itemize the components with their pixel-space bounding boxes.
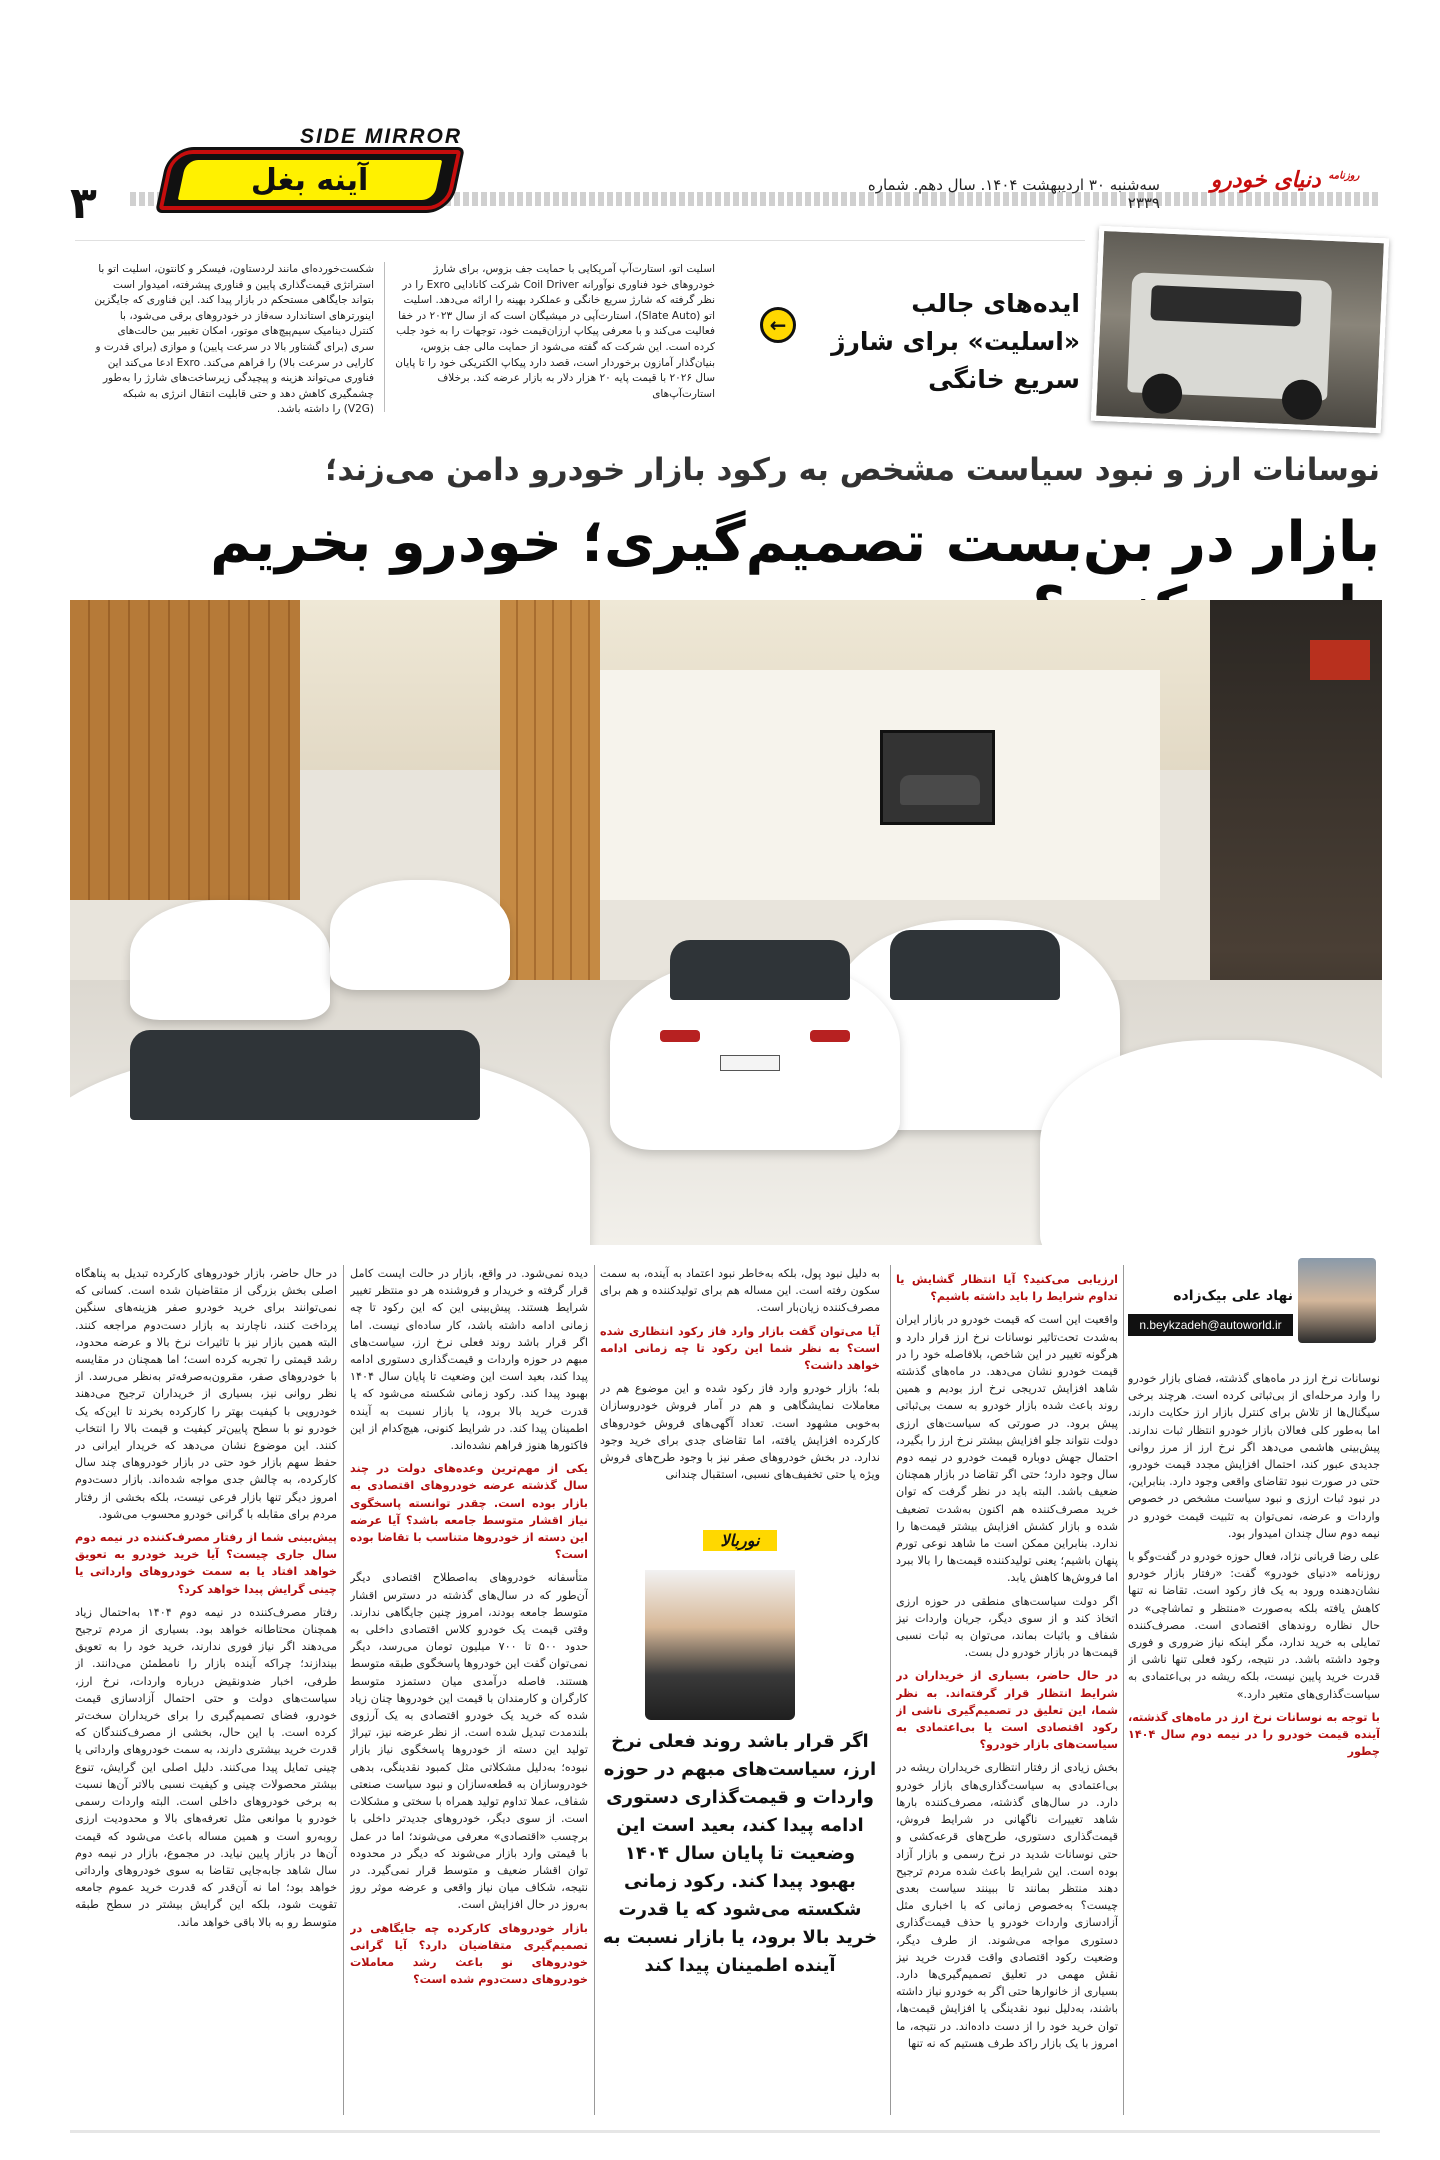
shop-sign bbox=[1310, 640, 1370, 680]
pull-quote: اگر قرار باشد روند فعلی نرخ ارز، سیاست‌های مبهم در حوزه واردات و قیمت‌گذاری دستوری ادامه پیدا کند، بعید است این وضعیت تا پایان سال ۱۴۰۴ بهبود پیدا کند. رکود زمانی شکسته می‌شود که یا قدرت خرید بالا برود، یا بازار نسبت به آینده اطمینان پیدا کند bbox=[602, 1731, 878, 1976]
wood-column bbox=[500, 600, 600, 1000]
wheel-icon bbox=[1141, 373, 1183, 415]
tail-light bbox=[660, 1030, 700, 1042]
page-number: ۳ bbox=[70, 178, 97, 229]
paragraph: بخش زیادی از رفتار انتظاری خریداران ریشه در بی‌اعتمادی به سیاست‌گذاری‌های بازار خودرو دارد. در سال‌های گذشته، مصرف‌کننده بارها شاهد تغییرات ناگهانی در شرایط فروش، قیمت‌گذاری دستوری، طرح‌های قرعه‌کشی و حتی نوسانات شدید در نرخ رسمی و بازار آزاد بوده است. این شرایط باعث شده مردم ترجیح دهند منتظر بمانند تا ببینند سیاست بعدی چیست؟ به‌خصوص زمانی که با اخباری مثل آزادسازی واردات خودرو یا حذف قیمت‌گذاری دستوری مواجه می‌شوند. از طرف دیگر، وضعیت رکود اقتصادی واقت قدرت خرید نیز نقش مهمی در تعلیق تصمیم‌گیری‌ها دارد. بسیاری از خانوارها حتی اگر به خودرو نیاز داشته باشند، به‌دلیل نبود نقدینگی یا افزایش قیمت‌ها، توان خرید خود را از دست داده‌اند. در نتیجه، ما امروز با یک بازار راکد طرف هستیم که نه تنها bbox=[896, 1761, 1118, 2050]
teaser-divider bbox=[384, 262, 385, 412]
teaser-text-mid: اسلیت اتو، استارت‌آپ آمریکایی با حمایت جف بزوس، برای شارژ خودروهای خود فناوری نوآورانه Coil Driver شرکت کانادایی Exro را در نظر گرفته که شارژ سریع خانگی و عملکرد بهینه را ارائه می‌دهد. اسلیت اتو (Slate Auto)، استارت‌آپی در میشیگان است که از سال ۲۰۲۳ در خفا فعالیت می‌کند و با معرفی پیکاپ ارزان‌قیمت خود، توجهات را به خود جلب کرده است. این شرکت که گفته می‌شود از حمایت مالی جف بزوس، بنیان‌گذار آمازون برخوردار است، قصد دارد پیکاپ الکتریکی خود را تا پایان سال ۲۰۲۶ با قیمت پایه ۲۰ هزار دلار به بازار عرضه کند. برخلاف استارت‌آپ‌های bbox=[395, 263, 715, 400]
article-column-2 bbox=[896, 1265, 1118, 2058]
author-box bbox=[1128, 1258, 1380, 1358]
wheel-icon bbox=[1281, 379, 1323, 421]
pull-label bbox=[600, 1530, 880, 1556]
paragraph: رفتار مصرف‌کننده در نیمه دوم ۱۴۰۴ به‌احتمال زیاد همچنان محتاطانه خواهد بود. بسیاری از مردم ترجیح می‌دهند اگر نیاز فوری ندارند، خرید خود را به تعویق بیندازند؛ چراکه آینده بازار را نامطمئن می‌دانند. از طرفی، اخبار ضدونقیض درباره واردات، نرخ ارز، سیاست‌های دولت و حتی احتمال آزادسازی قیمت خودرو، فضای تصمیم‌گیری را برای خریداران سخت‌تر کرده است. با این حال، بخشی از مصرف‌کنندگان که قدرت خرید بیشتری دارند، به سمت خودروهای وارداتی یا چینی تمایل پیدا می‌کنند. دلیل اصلی این گرایش، تنوع بیشتر محصولات چینی و کیفیت نسبی بالاتر آن‌ها نسبت به برخی خودروهای داخلی است. البته واردات رسمی خودرو با موانعی مثل تعرفه‌های بالا و محدودیت ارزی روبه‌رو است و همین مساله باعث می‌شود که قیمت آن‌ها در بازار پایین نیاید. در مجموع، بازار در نیمه دوم سال شاهد جابه‌جایی تقاضا به سوی خودروهای وارداتی خواهد بود؛ اما نه آن‌قدر که قدرت خرید عموم جامعه تقویت شود، بلکه این گرایش بیشتر در سطح طبقه متوسط رو به بالا باقی خواهد ماند. bbox=[75, 1605, 337, 1929]
car-shape bbox=[330, 880, 510, 990]
article-column-1 bbox=[1128, 1370, 1380, 1766]
interview-question: با توجه به نوسانات نرخ ارز در ماه‌های گذشته، آینده قیمت خودرو را در نیمه دوم سال ۱۴۰۴ چطور bbox=[1128, 1710, 1380, 1759]
teaser-text-left: شکست‌خورده‌ای مانند لردستاون، فیسکر و کانتون، اسلیت اتو با استراتژی قیمت‌گذاری پایین و فناوری پیشرفته، امیدوار است بتواند جایگاهی مستحکم در بازار پیدا کند. این فناوری که جایگزین اینورترهای استاندارد سه‌فاز در خودروهای برقی می‌شود، با کنترل دینامیک سیم‌پیچ‌های موتور، امکان تغییر بین حالت‌های سری (برای گشتاور بالا در سرعت پایین) و موازی (برای قدرت و کارایی در سرعت بالا) را فراهم می‌کند. Exro ادعا می‌کند این فناوری می‌تواند هزینه و پیچیدگی زیرساخت‌های شارژ را به‌طور چشمگیری کاهش دهد و حتی قابلیت انتقال انرژی به شبکه (V2G) را داشته باشد. bbox=[94, 263, 374, 416]
logo-sup: روزنامه bbox=[1328, 170, 1360, 182]
column-rule bbox=[343, 1265, 344, 2115]
column-rule bbox=[1123, 1265, 1124, 2115]
interview-question: آیا می‌توان گفت بازار وارد فاز رکود انتظاری شده است؟ به نظر شما این رکود تا چه زمانی ادامه خواهد داشت؟ bbox=[600, 1324, 880, 1373]
paragraph: بله؛ بازار خودرو وارد فاز رکود شده و این موضوع هم در معاملات نمایشگاهی و هم در آمار فروش خودروسازان به‌خوبی مشهود است. تعداد آگهی‌های فروش خودروهای کارکرده افزایش یافته، اما تقاضای جدی برای خرید وجود ندارد. در بخش خودروهای صفر نیز با وجود طرح‌های فروش ویژه یا حتی تخفیف‌های نسبی، استقبال چندانی bbox=[600, 1382, 880, 1482]
section-title-fa: آینه بغل bbox=[251, 162, 369, 198]
car-shape bbox=[1040, 1040, 1382, 1245]
interview-question: در حال حاضر، بسیاری از خریداران در شرایط انتظار قرار گرفته‌اند. به نظر شما، این تعلیق در تصمیم‌گیری ناشی از رکود اقتصادی است یا بی‌اعتمادی به سیاست‌های بازار خودرو؟ bbox=[896, 1669, 1118, 1752]
paragraph: نوسانات نرخ ارز در ماه‌های گذشته، فضای بازار خودرو را وارد مرحله‌ای از بی‌ثباتی کرده است. هرچند برخی سیگنال‌ها از تلاش برای کنترل بازار ارز حکایت دارند، اما به‌طور کلی فعالان بازار خودرو انتظار ثبات ندارند. پیش‌بینی هاشمی می‌دهد اگر نرخ ارز از مرز روانی جدیدی عبور کند، احتمال افزایش مجدد قیمت خودرو، حتی در صورت نبود تقاضای واقعی وجود دارد. بنابراین، در نبود ثبات ارزی و نبود سیاست مشخص در خصوص واردات و عرضه، نمی‌توان به تثبیت قیمت خودرو در نیمه دوم سال چندان امیدوار بود. bbox=[1128, 1372, 1380, 1540]
article-column-4 bbox=[350, 1265, 588, 1994]
column-rule bbox=[594, 1265, 595, 2115]
paragraph: به دلیل نبود پول، بلکه به‌خاطر نبود اعتماد به آینده، به سمت سکون رفته است. این مساله هم برای تولیدکننده و هم برای مصرف‌کننده زیان‌بار است. bbox=[600, 1267, 880, 1315]
paragraph: متأسفانه خودروهای به‌اصطلاح اقتصادی دیگر آن‌طور که در سال‌های گذشته در دسترس اقشار متوسط جامعه بودند، امروز چنین جایگاهی ندارند. وقتی قیمت یک خودرو کلاس اقتصادی داخلی به حدود ۵۰۰ تا ۷۰۰ میلیون تومان می‌رسد، دیگر نمی‌توان گفت این خودروها پاسخگوی طبقه متوسط هستند. فاصله درآمدی میان دستمزد متوسط کارگران و کارمندان با قیمت این خودروها چنان زیاد شده که خرید یک خودرو اقتصادی به یک آرزوی بلندمدت تبدیل شده است. از نظر عرضه نیز، تیراژ تولید این دسته از خودروها پاسخگوی نیاز بازار نبوده؛ به‌دلیل مشکلاتی مثل کمبود نقدینگی، بدهی خودروسازان به قطعه‌سازان و نبود سیاست صنعتی شفاف، عملا تداوم تولید همراه با سختی و مشکلات است. از سوی دیگر، خودروهای جدیدتر داخلی با برچسب «اقتصادی» معرفی می‌شوند؛ اما در عمل با قیمتی وارد بازار می‌شوند که دیگر در محدوده توان اقشار ضعیف و متوسط قرار نمی‌گیرد. در نتیجه، شکاف میان نیاز واقعی و عرضه موثر روز به‌روز در حال افزایش است. bbox=[350, 1571, 588, 1912]
pickup-window bbox=[1150, 285, 1301, 327]
paragraph: واقعیت این است که قیمت خودرو در بازار ایران به‌شدت تحت‌تاثیر نوسانات نرخ ارز قرار دارد و هرگونه تغییر در این شاخص، بلافاصله خود را در قیمت خودرو نشان می‌دهد. در ماه‌های گذشته شاهد افزایش تدریجی نرخ ارز بودیم و همین روند باعث شده بازار خودرو به سمت بی‌ثباتی پیش برود. در صورتی که سیاست‌های ارزی دولت نتواند جلو افزایش بیشتر نرخ ارز را بگیرد، احتمال جهش دوباره قیمت خودرو در نیمه دوم سال وجود دارد؛ حتی اگر تقاضا در بازار همچنان ضعیف باشد. البته باید در نظر گرفت که توان خرید مصرف‌کننده هم اکنون به‌شدت تضعیف شده و بازار کشش افزایش بیشتر قیمت‌ها را ندارد. بنابراین ممکن است ما شاهد نوعی تورم پنهان باشیم؛ یعنی تولیدکننده قیمت‌ها را بالا ببرد اما فروش‌ها کاهش یابد. bbox=[896, 1313, 1118, 1585]
showroom-photo bbox=[70, 600, 1382, 1245]
article-column-3 bbox=[600, 1265, 880, 1489]
pull-label-text: نوربالا bbox=[703, 1530, 778, 1551]
tail-light bbox=[810, 1030, 850, 1042]
car-window bbox=[130, 1030, 480, 1120]
bottom-rule bbox=[70, 2130, 1380, 2133]
arrow-left-icon[interactable]: ← bbox=[760, 307, 796, 343]
paragraph: دیده نمی‌شود. در واقع، بازار در حالت ایست کامل قرار گرفته و خریدار و فروشنده هر دو منتظر تغییر شرایط هستند. پیش‌بینی این که این رکود تا چه زمانی ادامه داشته باشد، کار ساده‌ای نیست. اما اگر قرار باشد روند فعلی نرخ ارز، سیاست‌های مبهم در حوزه واردات و قیمت‌گذاری دستوری ادامه پیدا کند، بعید است این وضعیت تا پایان سال ۱۴۰۴ بهبود پیدا کند. رکود زمانی شکسته می‌شود که یا قدرت خرید بالا برود، یا بازار نسبت به آینده اطمینان پیدا کند. در شرایط کنونی، هیچ‌کدام از این فاکتورها هنوز فراهم نشده‌اند. bbox=[350, 1267, 588, 1453]
column-rule bbox=[890, 1265, 891, 2115]
wood-panel bbox=[70, 600, 300, 900]
newspaper-logo[interactable] bbox=[1195, 168, 1375, 204]
car-window bbox=[670, 940, 850, 1000]
paragraph: علی رضا قربانی نژاد، فعال حوزه خودرو در گفت‌وگو با روزنامه «دنیای خودرو» گفت: «رفتار بازار خودرو نشان‌دهنده ورود به یک فاز رکود است. تقاضا نه تنها کاهش یافته بلکه به‌صورت «منتظر و تماشاچی» در حال نظاره روندهای اقتصادی است. مصرف‌کننده تمایلی به خرید ندارد، مگر اینکه نیاز ضروری و فوری وجود داشته باشد. در نتیجه، رکود فعلی تنها ناشی از قدرت خرید پایین نیست، بلکه ریشه در بی‌اعتمادی به سیاست‌گذاری‌های متغیر دارد.» bbox=[1128, 1550, 1380, 1701]
author-avatar bbox=[1298, 1258, 1376, 1343]
author-email[interactable]: n.beykzadeh@autoworld.ir bbox=[1128, 1314, 1293, 1336]
car-window bbox=[890, 930, 1060, 1000]
date-line: سه‌شنبه ۳۰ اردیبهشت ۱۴۰۴. سال دهم. شماره ۲۳۳۹ bbox=[867, 176, 1160, 212]
interview-question: ارزیابی می‌کنید؟ آیا انتظار گشایش یا تداوم شرایط را باید داشته باشیم؟ bbox=[896, 1273, 1118, 1304]
tv-car-image bbox=[900, 775, 980, 805]
section-label-en: SIDE MIRROR bbox=[300, 125, 463, 148]
article-surtitle: نوسانات ارز و نبود سیاست مشخص به رکود بازار خودرو دامن می‌زند؛ bbox=[324, 452, 1380, 488]
interview-question: یکی از مهم‌ترین وعده‌های دولت در چند سال گذشته عرضه خودروهای اقتصادی به بازار بوده است. چقدر توانسته پاسخگوی نیاز اقشار متوسط جامعه باشد؟ آیا عرضه این دسته از خودروها متناسب با تقاضا بوده است؟ bbox=[350, 1462, 588, 1562]
teaser-headline[interactable]: ایده‌های جالب «اسلیت» برای شارژ سریع خانگی bbox=[831, 289, 1080, 394]
interviewee-photo bbox=[645, 1570, 795, 1720]
logo-text: دنیای خودرو bbox=[1210, 168, 1321, 193]
interview-question: بازار خودروهای کارکرده چه جایگاهی در تصمیم‌گیری متقاضیان دارد؟ آیا گرانی خودروهای نو باعث رشد معاملات خودروهای دست‌دوم شده است؟ bbox=[350, 1921, 588, 1987]
car-shape bbox=[130, 900, 330, 1020]
article-headline: بازار در بن‌بست تصمیم‌گیری؛ خودرو بخریم bbox=[210, 510, 1380, 575]
author-name: نهاد علی بیک‌زاده bbox=[1173, 1288, 1293, 1304]
license-plate bbox=[720, 1055, 780, 1071]
section-badge bbox=[178, 160, 443, 200]
paragraph: اگر دولت سیاست‌های منطقی در حوزه ارزی اتخاذ کند و از سوی دیگر، جریان واردات نیز شفاف و باثبات بماند، می‌توان به ثبات نسبی قیمت‌ها در بازار خودرو دل بست. bbox=[896, 1594, 1118, 1660]
paragraph: در حال حاضر، بازار خودروهای کارکرده تبدیل به پناهگاه اصلی بخش بزرگی از متقاضیان شده است. کسانی که نمی‌توانند برای خرید خودرو صفر هزینه‌های سنگین پرداخت کنند، ناچارند به بازار دست‌دوم مراجعه کنند. البته همین بازار نیز با تاثیرات نرخ بالا و عرضه محدود، رشد قیمتی را تجربه کرده است؛ اما همچنان در مقایسه با خودروهای صفر، مقرون‌به‌صرفه‌تر به‌نظر می‌رسد. از نظر روانی نیز، بسیاری از خریداران ترجیح می‌دهند خودرویی با کیفیت بهتر را کارکرده بخرند تا این‌که یک خودرو نو با سطح پایین‌تر کیفیت و قیمت بالا را انتخاب کنند. این موضوع نشان می‌دهد که خریدار ایرانی در حفظ سهم بازار خود حتی در بازار خودروهای چند سال کارکرده، به چالش جدی مواجه شده‌اند. بازار دست‌دوم امروز دیگر تنها بازار فرعی نیست، بلکه بخشی از رفتار مردم برای مقابله با گرانی خودرو محسوب می‌شود. bbox=[75, 1267, 337, 1521]
teaser-photo bbox=[1091, 226, 1389, 433]
interview-question: پیش‌بینی شما از رفتار مصرف‌کننده در نیمه دوم سال جاری چیست؟ آیا خرید خودرو به تعویق خواهد افتاد یا به سمت خودروهای وارداتی یا چینی گرایش پیدا خواهد کرد؟ bbox=[75, 1531, 337, 1596]
article-column-5 bbox=[75, 1265, 337, 1937]
